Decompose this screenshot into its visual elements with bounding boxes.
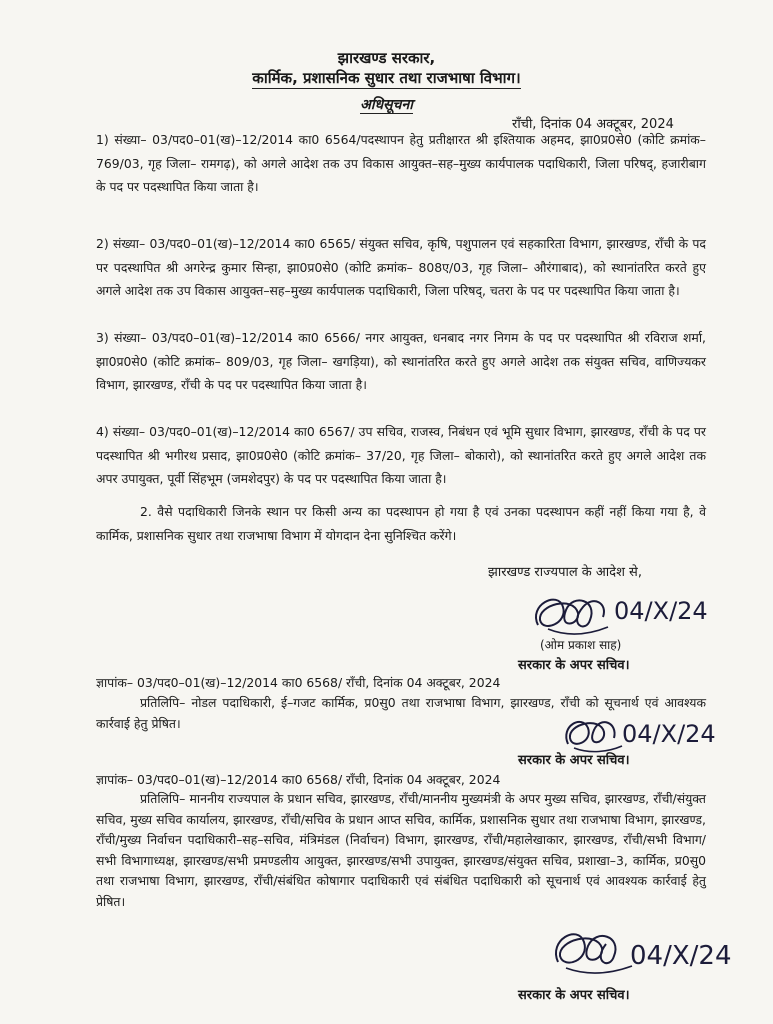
department-name-text: कार्मिक, प्रशासनिक सुधार तथा राजभाषा विभाग। (252, 69, 521, 87)
signatory-title-3: सरकार के अपर सचिव। (518, 988, 630, 1003)
order-paragraph-4: 4) संख्या– 03/पद0–01(ख)–12/2014 का0 6567/ उप सचिव, राजस्व, निबंधन एवं भूमि सुधार विभाग, झारखण्ड, राँची के पद पर पदस्थापित श्री भगीरथ प्रसाद, झा0प्र0से0 (कोटि क्रमांक– 37/20, गृह जिला– बोकारो), को स्थानांतरित करते हुए अगले आदेश तक अपर उपायुक्त, पूर्वी सिंहभूम (जमशेदपुर) के पद पर पदस्थापित किया जाता है। (96, 424, 706, 486)
general-instruction-paragraph: 2. वैसे पदाधिकारी जिनके स्थान पर किसी अन्य का पदस्थापन हो गया है एवं उनका पदस्थापन कहीं नहीं किया गया है, वे कार्मिक, प्रशासनिक सुधार तथा राजभाषा विभाग में योगदान देना सुनिश्चित करेंगे। (96, 504, 706, 543)
govt-name: झारखण्ड सरकार, (337, 49, 436, 67)
signature-3-graphic (548, 918, 758, 984)
order-paragraph-2: 2) संख्या– 03/पद0–01(ख)–12/2014 का0 6565/ संयुक्त सचिव, कृषि, पशुपालन एवं सहकारिता विभाग, झारखण्ड, राँची के पद पर पदस्थापित श्री अगरेन्द्र कुमार सिन्हा, झा0प्र0से0 (कोटि क्रमांक– 808ए/03, गृह जिला– औरंगाबाद), को स्थानांतरित करते हुए अगले आदेश तक उप विकास आयुक्त–सह–मुख्य कार्यपालक पदाधिकारी, जिला परिषद्, चतरा के पद पर पदस्थापित किया जाता है। (96, 236, 706, 298)
order-paragraph-3: 3) संख्या– 03/पद0–01(ख)–12/2014 का0 6566/ नगर आयुक्त, धनबाद नगर निगम के पद पर पदस्थापित श्री रविराज शर्मा, झा0प्र0से0 (कोटि क्रमांक– 809/03, गृह जिला– खगड़िया), को स्थानांतरित करते हुए अगले आदेश तक संयुक्त सचिव, वाणिज्यकर विभाग, झारखण्ड, राँची के पद पर पदस्थापित किया जाता है। (96, 330, 706, 392)
issue-date: राँची, दिनांक 04 अक्टूबर, 2024 (512, 117, 674, 132)
memo-2-text: प्रतिलिपि– माननीय राज्यपाल के प्रधान सचिव, झारखण्ड, राँची/माननीय मुख्यमंत्री के अपर मुख्य सचिव, झारखण्ड, राँची/संयुक्त सचिव, मुख्य सचिव कार्यालय, झारखण्ड, राँची/सचिव के प्रधान आप्त सचिव, कार्मिक, प्रशासनिक सुधार तथा राजभाषा विभाग, झारखण्ड, राँची/मुख्य निर्वाचन पदाधिकारी–सह–सचिव, मंत्रिमंडल (निर्वाचन) विभाग, झारखण्ड, राँची/महालेखाकार, झारखण्ड, राँची/सभी विभाग/सभी विभागाध्यक्ष, झारखण्ड/सभी प्रमण्डलीय आयुक्त, झारखण्ड/सभी उपायुक्त, झारखण्ड/संयुक्त सचिव, प्रशाखा–3, कार्मिक, प्र0सु0 तथा राजभाषा विभाग, झारखण्ड, राँची/संबंधित कोषागार पदाधिकारी एवं संबंधित पदाधिकारी को सूचनार्थ एवं आवश्यक कार्रवाई हेतु प्रेषित। (96, 791, 706, 909)
signature-1-date: 04/X/24 (614, 597, 708, 625)
memo-2-reference: ज्ञापांक– 03/पद0–01(ख)–12/2014 का0 6568/ राँची, दिनांक 04 अक्टूबर, 2024 (96, 772, 501, 787)
memo-1-reference: ज्ञापांक– 03/पद0–01(ख)–12/2014 का0 6568/ राँची, दिनांक 04 अक्टूबर, 2024 (96, 675, 501, 690)
document-title-text: अधिसूचना (360, 97, 413, 113)
order-paragraph-1: 1) संख्या– 03/पद0–01(ख)–12/2014 का0 6564/पदस्थापन हेतु प्रतीक्षारत श्री इश्तियाक अहमद, झा0प्र0से0 (कोटि क्रमांक– 769/03, गृह जिला– रामगढ़), को अगले आदेश तक उप विकास आयुक्त–सह–मुख्य कार्यपालक पदाधिकारी, जिला परिषद्, हजारीबाग के पद पर पदस्थापित किया जाता है। (96, 132, 706, 194)
signatory-title-2: सरकार के अपर सचिव। (518, 753, 630, 768)
signature-3 (548, 918, 758, 984)
memo-1-text: प्रतिलिपि– नोडल पदाधिकारी, ई–गजट कार्मिक, प्र0सु0 तथा राजभाषा विभाग, झारखण्ड, राँची को सूचनार्थ एवं आवश्यक कार्रवाई हेतु प्रेषित। (96, 695, 706, 731)
signature-2-date: 04/X/24 (622, 720, 716, 748)
document-title (0, 95, 773, 114)
governor-order-line: झारखण्ड राज्यपाल के आदेश से, (488, 565, 642, 580)
signatory-title-1: सरकार के अपर सचिव। (518, 658, 630, 673)
signature-3-date: 04/X/24 (630, 941, 732, 971)
department-name (0, 68, 773, 88)
signatory-name: (ओम प्रकाश साह) (540, 638, 622, 652)
